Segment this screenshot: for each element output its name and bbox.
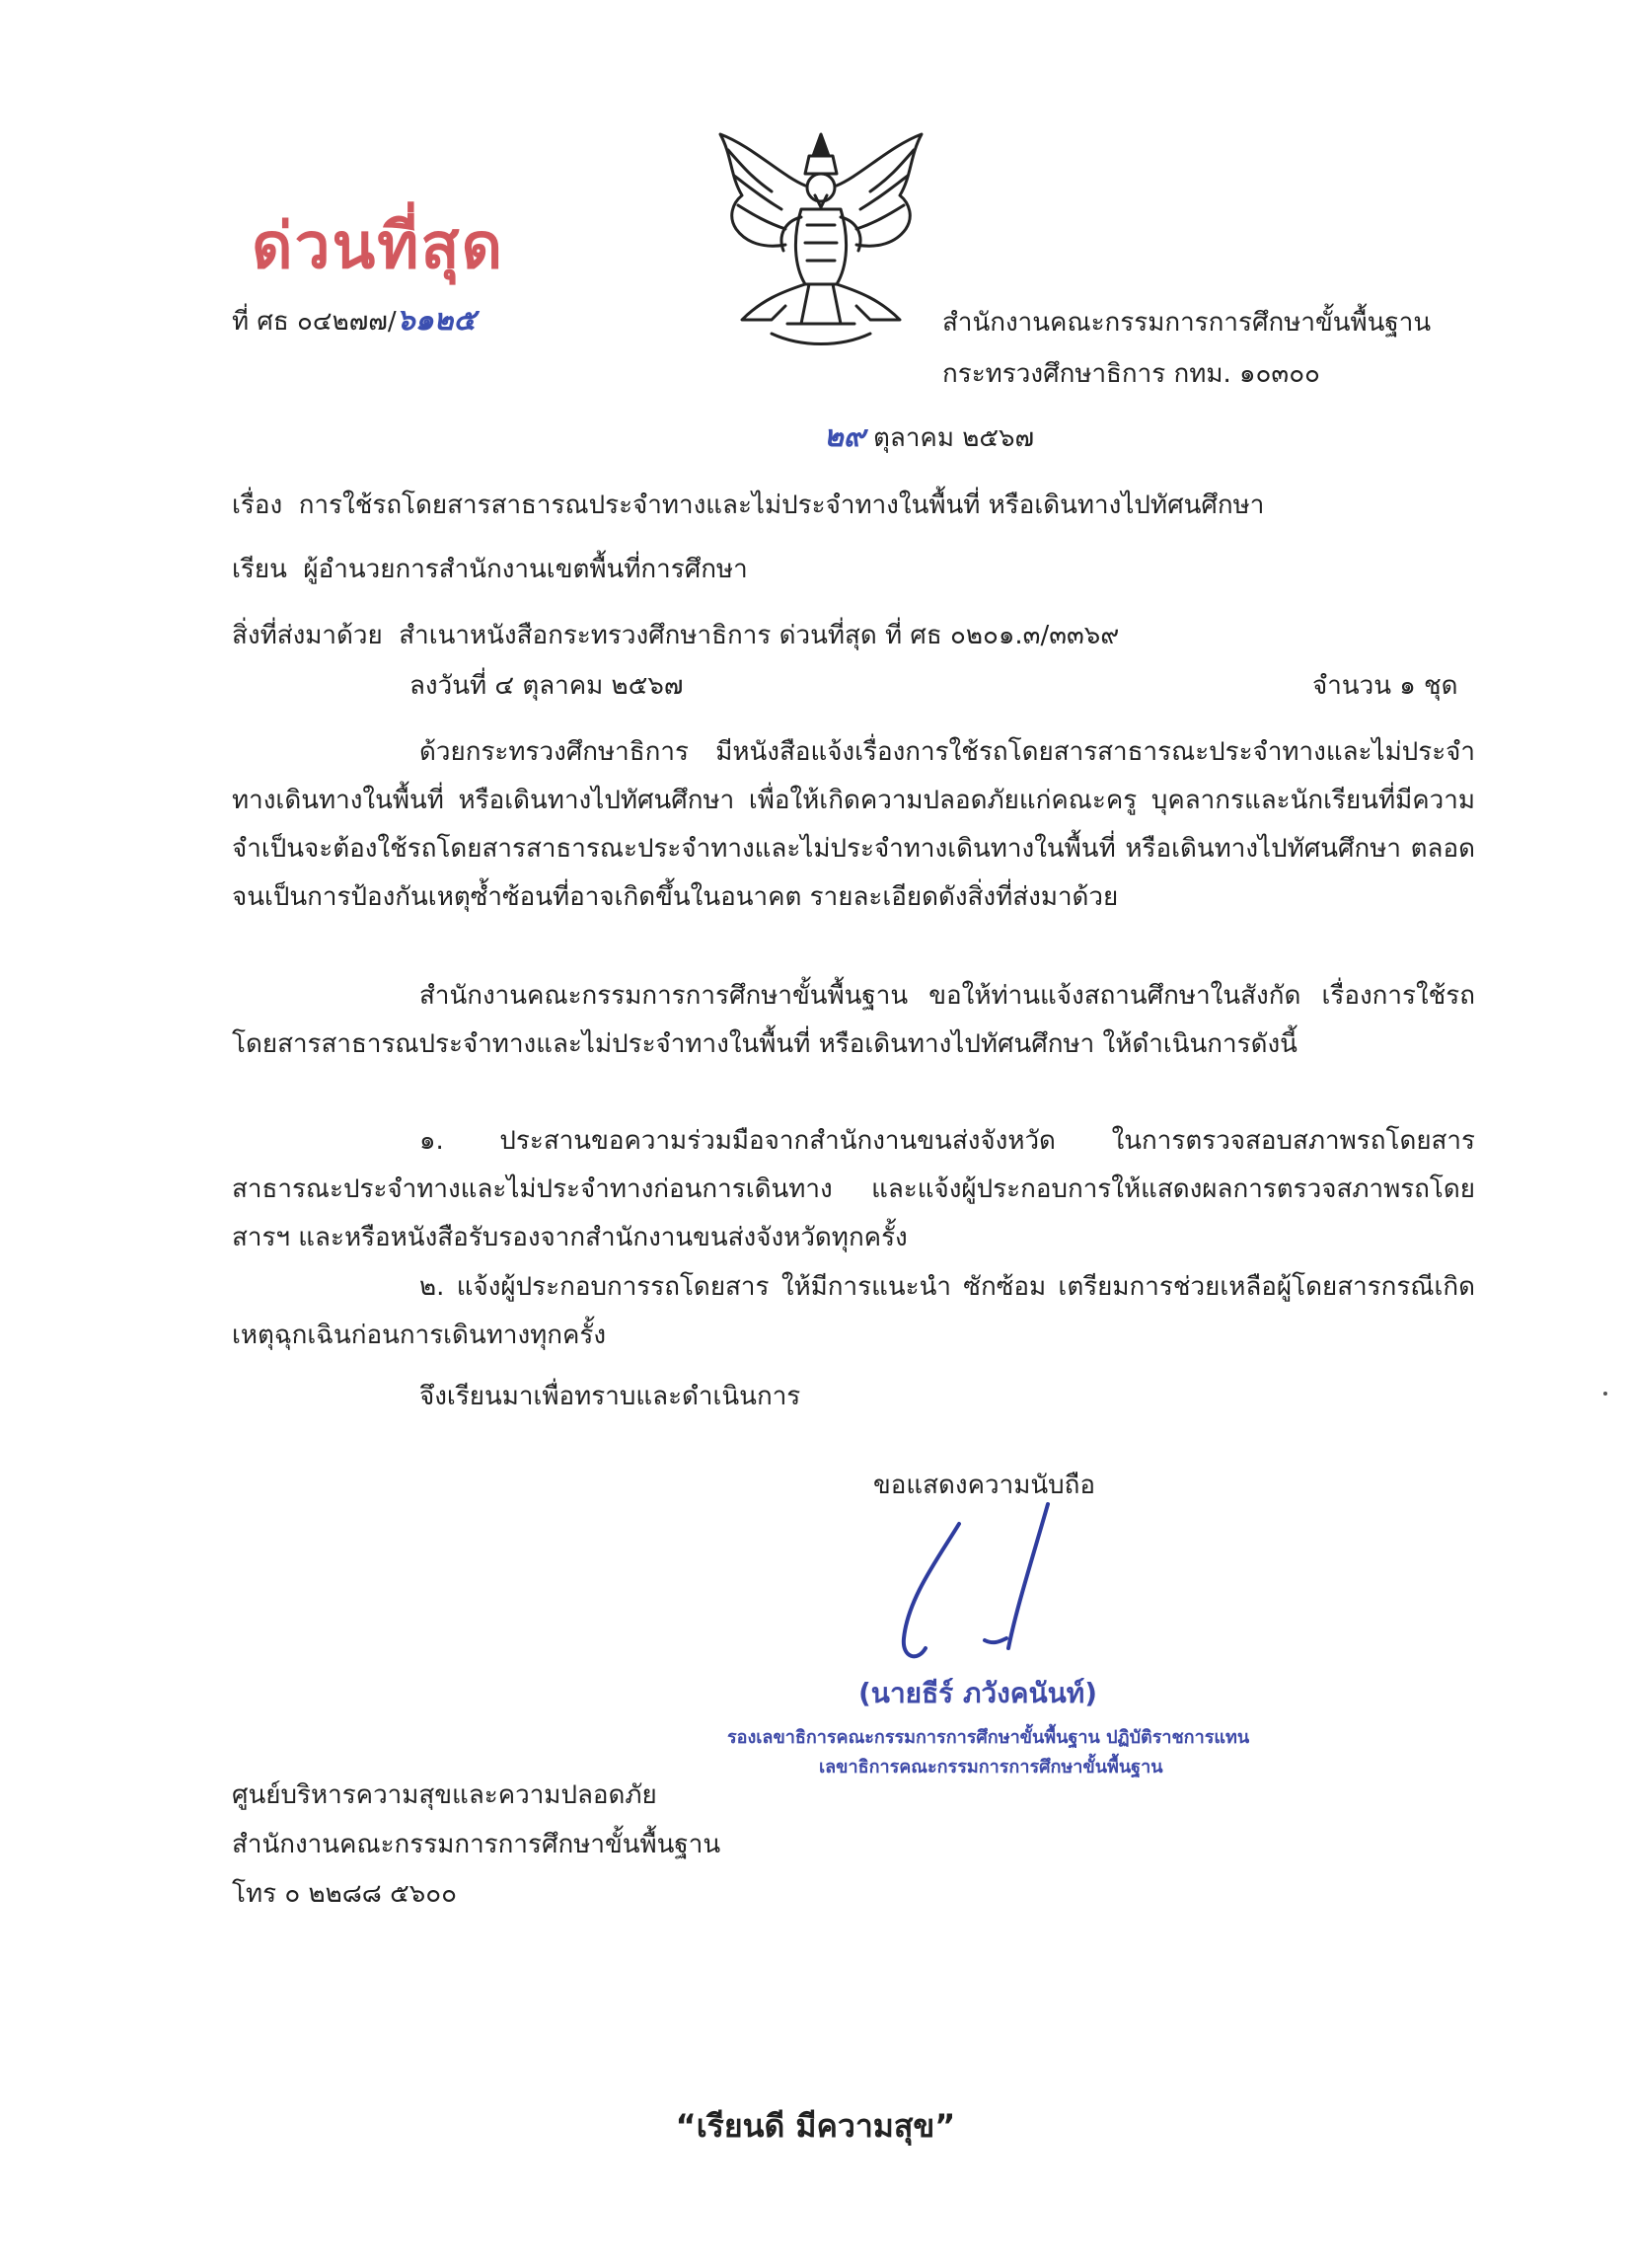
reference-number-handwritten: ๖๑๒๕ [396, 303, 477, 338]
sender-office: สำนักงานคณะกรรมการการศึกษาขั้นพื้นฐาน [942, 308, 1432, 338]
signatory-title-1: รองเลขาธิการคณะกรรมการการศึกษาขั้นพื้นฐาน ปฏิบัติราชการแทน [727, 1727, 1250, 1748]
handwritten-signature-icon [878, 1500, 1095, 1678]
reference-prefix: ที่ ศธ ๐๔๒๗๗/ [232, 307, 397, 337]
addressee-line [232, 553, 748, 586]
enclosure-label: สิ่งที่ส่งมาด้วย [232, 621, 383, 650]
enclosure-date: ลงวันที่ ๔ ตุลาคม ๒๕๖๗ [409, 671, 684, 701]
garuda-emblem-icon [703, 126, 939, 353]
enclosure-line [232, 619, 1119, 652]
body-item-2: ๒. แจ้งผู้ประกอบการรถโดยสาร ให้มีการแนะนำ ซักซ้อม เตรียมการช่วยเหลือผู้โดยสารกรณีเกิดเหตุฉุกเฉินก่อนการเดินทางทุกครั้ง [232, 1272, 1475, 1350]
signatory-name: (นายธีร์ ภวังคนันท์) [858, 1677, 1098, 1709]
footer-unit: ศูนย์บริหารความสุขและความปลอดภัย [232, 1780, 657, 1810]
regards-line: ขอแสดงความนับถือ [873, 1471, 1095, 1500]
footer-office: สำนักงานคณะกรรมการการศึกษาขั้นพื้นฐาน [232, 1830, 721, 1859]
motto: “เรียนดี มีความสุข” [675, 2107, 956, 2145]
subject-line [232, 489, 1264, 522]
date-day-handwritten: ๒๙ [824, 419, 865, 454]
enclosure-count: จำนวน ๑ ชุด [1312, 671, 1458, 701]
urgency-stamp: ด่วนที่สุด [252, 210, 505, 283]
scan-speck [1603, 1392, 1607, 1396]
body-paragraph-1: ด้วยกระทรวงศึกษาธิการ มีหนังสือแจ้งเรื่องการใช้รถโดยสารสาธารณะประจำทางและไม่ประจำทางเดินทางในพื้นที่ หรือเดินทางไปทัศนศึกษา เพื่อให้เกิดความปลอดภัยแก่คณะครู บุคลากรและนักเรียนที่มีความจำเป็นจะต้องใช้รถโดยสารสาธารณะประจำทางและไม่ประจำทางเดินทางในพื้นที่ หรือเดินทางไปทัศนศึกษา ตลอดจนเป็นการป้องกันเหตุซ้ำซ้อนที่อาจเกิดขึ้นในอนาคต รายละเอียดดังสิ่งที่ส่งมาด้วย [232, 737, 1475, 912]
subject-label: เรื่อง [232, 491, 283, 520]
closing-line: จึงเรียนมาเพื่อทราบและดำเนินการ [419, 1382, 801, 1411]
sender-address: กระทรวงศึกษาธิการ กทม. ๑๐๓๐๐ [942, 359, 1320, 389]
date-month-year: ตุลาคม ๒๕๖๗ [873, 423, 1035, 453]
signatory-title-2: เลขาธิการคณะกรรมการการศึกษาขั้นพื้นฐาน [819, 1757, 1163, 1777]
body-item-1: ๑. ประสานขอความร่วมมือจากสำนักงานขนส่งจังหวัด ในการตรวจสอบสภาพรถโดยสารสาธารณะประจำทางและไม่ประจำทางก่อนการเดินทาง และแจ้งผู้ประกอบการให้แสดงผลการตรวจสภาพรถโดยสารฯ และหรือหนังสือรับรองจากสำนักงานขนส่งจังหวัดทุกครั้ง [232, 1126, 1475, 1252]
addressee-text: ผู้อำนวยการสำนักงานเขตพื้นที่การศึกษา [303, 555, 748, 584]
reference-number [232, 304, 476, 339]
body-paragraph-2: สำนักงานคณะกรรมการการศึกษาขั้นพื้นฐาน ขอให้ท่านแจ้งสถานศึกษาในสังกัด เรื่องการใช้รถโดยสารสาธารณประจำทางและไม่ประจำทางในพื้นที่ หรือเดินทางไปทัศนศึกษา ให้ดำเนินการดังนี้ [232, 981, 1475, 1059]
addressee-label: เรียน [232, 555, 287, 584]
document-date [824, 420, 1034, 455]
subject-text: การใช้รถโดยสารสาธารณประจำทางและไม่ประจำทางในพื้นที่ หรือเดินทางไปทัศนศึกษา [298, 491, 1265, 520]
footer-phone: โทร ๐ ๒๒๘๘ ๕๖๐๐ [232, 1879, 458, 1909]
enclosure-text: สำเนาหนังสือกระทรวงศึกษาธิการ ด่วนที่สุด ที่ ศธ ๐๒๐๑.๓/๓๓๖๙ [399, 621, 1120, 650]
